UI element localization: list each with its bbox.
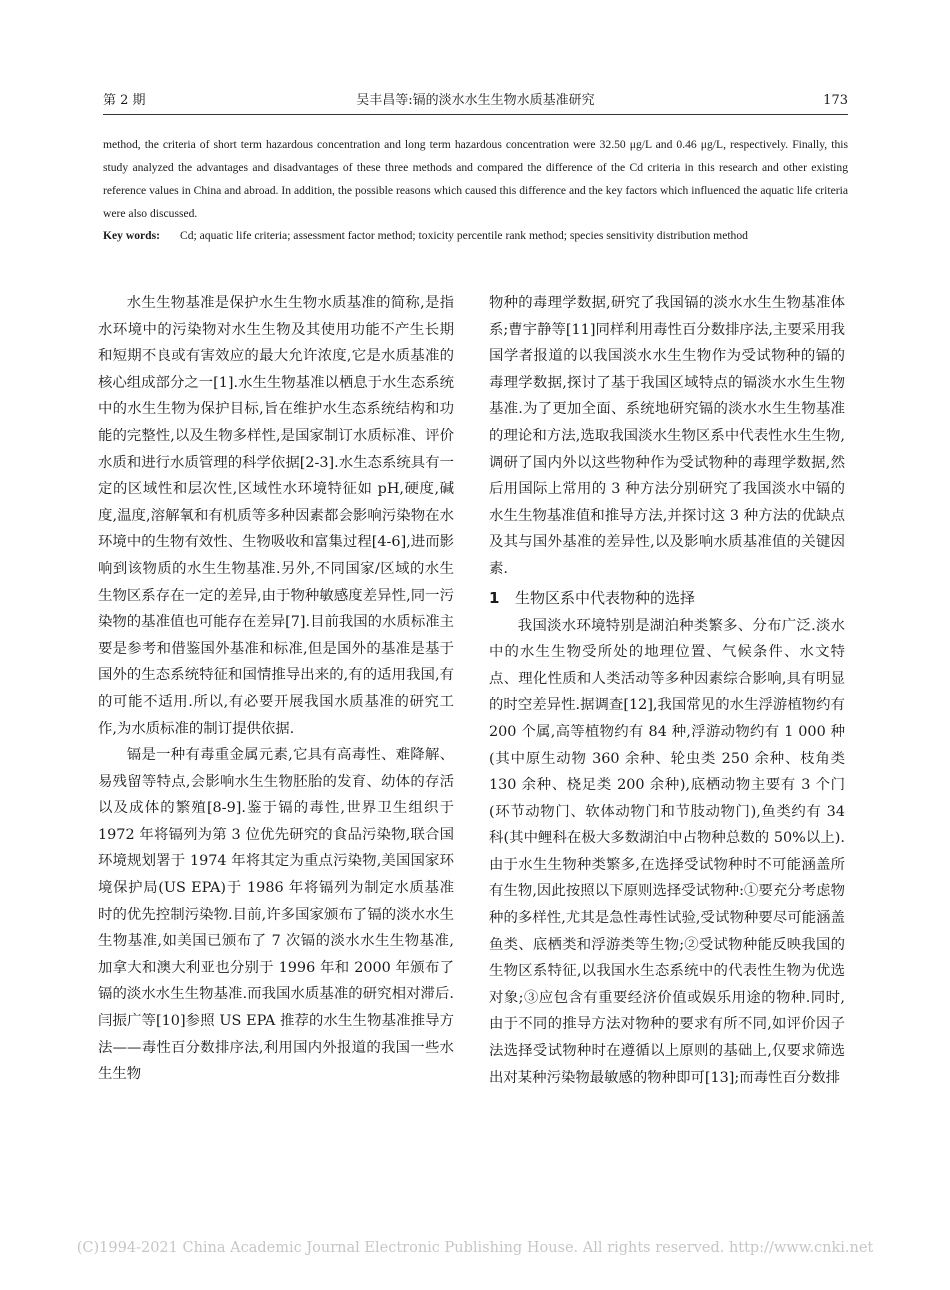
left-column — [98, 290, 454, 1088]
right-column — [489, 290, 845, 1091]
page-number: 173 — [823, 93, 848, 108]
section-number: 1 — [489, 588, 500, 607]
running-title: 吴丰昌等:镉的淡水水生生物水质基准研究 — [356, 93, 595, 108]
section-1-paragraph: 我国淡水环境特别是湖泊种类繁多、分布广泛.淡水中的水生生物受所处的地理位置、气候条件、水文特点、理化性质和人类活动等多种因素综合影响,具有明显的时空差异性.据调查[12],我国常见的水生浮游植物约有 200 个属,高等植物约有 84 种,浮游动物约有 1 000 种(其中原生动物 360 余种、轮虫类 250 余种、枝角类 130 余种、桡足类 200 余种),底栖动物主要有 3 个门(环节动物门、软体动物门和节肢动物门),鱼类约有 34 科(其中鲤科在极大多数湖泊中占物种总数的 50%以上).由于水生生物种类繁多,在选择受试物种时不可能涵盖所有生物,因此按照以下原则选择受试物种:①要充分考虑物种的多样性,尤其是急性毒性试验,受试物种要尽可能涵盖鱼类、底栖类和浮游类等生物;②受试物种能反映我国的生物区系特征,以我国水生态系统中的代表性生物为优选对象;③应包含有重要经济价值或娱乐用途的物种.同时,由于不同的推导方法对物种的要求有所不同,如评价因子法选择受试物种时在遵循以上原则的基础上,仅要求筛选出对某种污染物最敏感的物种即可[13];而毒性百分数排 — [489, 617, 845, 1086]
intro-paragraph-continued: 物种的毒理学数据,研究了我国镉的淡水水生生物基准体系;曹宇静等[11]同样利用毒性百分数排序法,主要采用我国学者报道的以我国淡水水生生物作为受试物种的镉的毒理学数据,探讨了基于我国区域特点的镉淡水水生生物基准.为了更加全面、系统地研究镉的淡水水生生物基准的理论和方法,选取我国淡水生物区系中代表性水生生物,调研了国内外以这些物种作为受试物种的毒理学数据,然后用国际上常用的 3 种方法分别研究了我国淡水中镉的水生生物基准值和推导方法,并探讨这 3 种方法的优缺点及其与国外基准的差异性,以及影响水质基准值的关键因素. — [489, 295, 845, 577]
abstract-continuation: method, the criteria of short term hazardous concentration and long term hazardous concentration were 32.50 μg/L and 0.46 μg/L, respectively. Finally, this study analyzed the advantages and disadvantages of these three methods and compared the difference of the Cd criteria in this research and other existing reference values in China and abroad. In addition, the possible reasons which caused this difference and the key factors which influenced the aquatic life criteria were also discussed. — [103, 138, 848, 220]
running-header — [103, 92, 848, 110]
copyright-watermark: (C)1994-2021 China Academic Journal Electronic Publishing House. All rights reserved. http://www.cnki.net — [76, 1240, 874, 1256]
section-title: 生物区系中代表物种的选择 — [515, 588, 696, 607]
issue-label: 第 2 期 — [103, 93, 146, 108]
intro-paragraph-1: 水生生物基准是保护水生生物水质基准的简称,是指水环境中的污染物对水生生物及其使用功能不产生长期和短期不良或有害效应的最大允许浓度,它是水质基准的核心组成部分之一[1].水生生物基准以栖息于水生态系统中的水生生物为保护目标,旨在维护水生态系统结构和功能的完整性,以及生物多样性,是国家制订水质标准、评价水质和进行水质管理的科学依据[2-3].水生态系统具有一定的区域性和层次性,区域性水环境特征如 pH,硬度,碱度,温度,溶解氧和有机质等多种因素都会影响污染物在水环境中的生物有效性、生物吸收和富集过程[4-6],进而影响到该物质的水生生物基准.另外,不同国家/区域的水生生物区系存在一定的差异,由于物种敏感度差异性,同一污染物的基准值也可能存在差异[7].目前我国的水质标准主要是参考和借鉴国外基准和标准,但是国外的基准是基于国外的生态系统特征和国情推导出来的,有的适用我国,有的可能不适用.所以,有必要开展我国水质基准的研究工作,为水质标准的制订提供依据. — [98, 295, 454, 737]
keywords-text: Cd; aquatic life criteria; assessment factor method; toxicity percentile rank method; species sensitivity distribution method — [180, 229, 748, 242]
section-heading — [489, 584, 845, 613]
keywords-label: Key words: — [103, 229, 160, 242]
header-rule — [103, 114, 848, 115]
intro-paragraph-2: 镉是一种有毒重金属元素,它具有高毒性、难降解、易残留等特点,会影响水生生物胚胎的发育、幼体的存活以及成体的繁殖[8-9].鉴于镉的毒性,世界卫生组织于 1972 年将镉列为第 3 位优先研究的食品污染物,联合国环境规划署于 1974 年将其定为重点污染物,美国国家环境保护局(US EPA)于 1986 年将镉列为制定水质基准时的优先控制污染物.目前,许多国家颁布了镉的淡水水生生物基准,如美国已颁布了 7 次镉的淡水水生生物基准,加拿大和澳大利亚也分别于 1996 年和 2000 年颁布了镉的淡水水生生物基准.而我国水质基准的研究相对滞后.闫振广等[10]参照 US EPA 推荐的水生生物基准推导方法——毒性百分数排序法,利用国内外报道的我国一些水生生物 — [98, 747, 454, 1083]
keywords-block — [103, 224, 848, 247]
